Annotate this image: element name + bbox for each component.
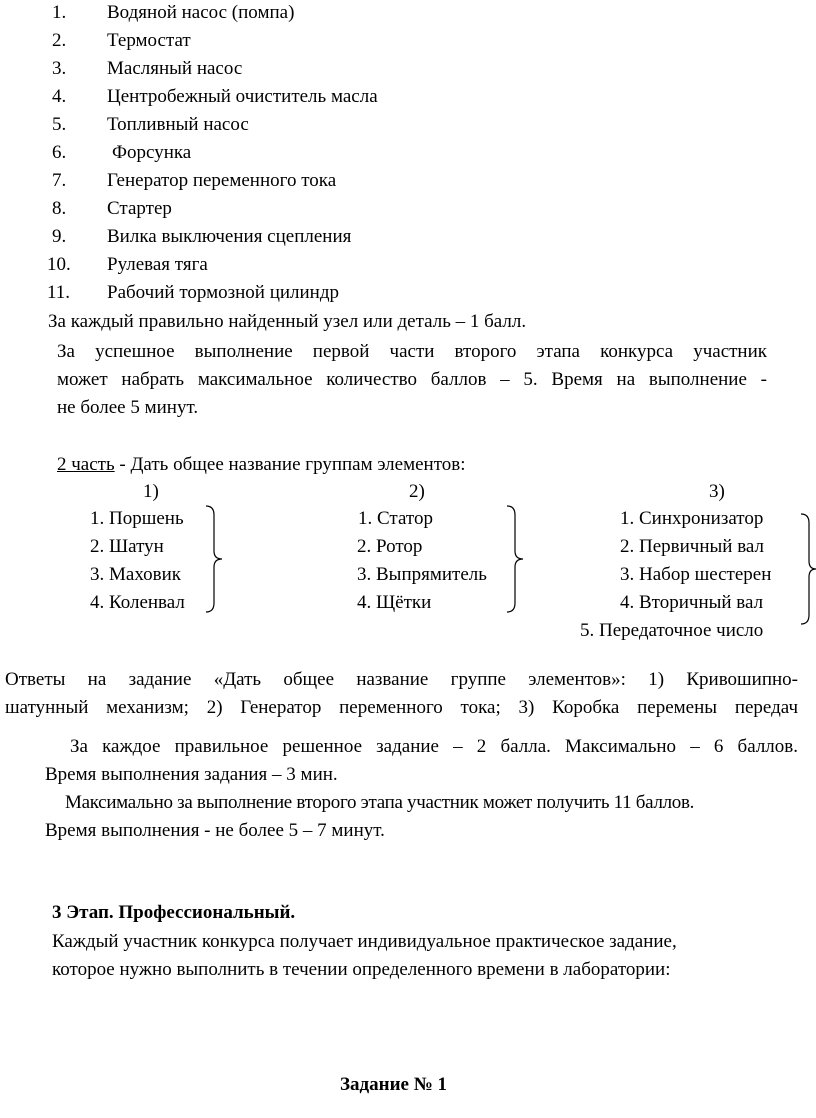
list-item: Рабочий тормозной цилиндр bbox=[107, 282, 340, 303]
part2-text: - Дать общее название группам элементов: bbox=[114, 454, 466, 475]
group-label: 3) bbox=[709, 481, 725, 502]
list-number: 8. bbox=[52, 198, 67, 219]
curly-brace-icon bbox=[799, 513, 816, 625]
scoring-line: Время выполнения - не более 5 – 7 минут. bbox=[45, 820, 385, 841]
group-item: 4. Вторичный вал bbox=[620, 592, 764, 613]
answers-line: Ответы на задание «Дать общее название группе элементов»: 1) Кривошипно- bbox=[5, 669, 798, 690]
group-label: 2) bbox=[409, 481, 425, 502]
paragraph-line: За успешное выполнение первой части второго этапа конкурса участник bbox=[57, 341, 767, 362]
group-item: 5. Передаточное число bbox=[580, 620, 764, 641]
list-item: Водяной насос (помпа) bbox=[107, 2, 295, 23]
list-item: Масляный насос bbox=[107, 58, 243, 79]
curly-brace-icon bbox=[204, 505, 224, 613]
group-item: 3. Выпрямитель bbox=[357, 564, 487, 585]
score-line: За каждый правильно найденный узел или деталь – 1 балл. bbox=[48, 311, 527, 332]
list-item: Стартер bbox=[107, 198, 172, 219]
list-number: 7. bbox=[52, 170, 67, 191]
list-number: 1. bbox=[52, 2, 67, 23]
list-number: 9. bbox=[52, 226, 67, 247]
part2-label: 2 часть bbox=[57, 454, 115, 475]
group-item: 2. Первичный вал bbox=[620, 536, 765, 557]
group-item: 2. Шатун bbox=[90, 536, 164, 557]
list-number: 6. bbox=[52, 142, 67, 163]
list-number: 3. bbox=[52, 58, 67, 79]
group-item: 4. Коленвал bbox=[90, 592, 185, 613]
list-item: Термостат bbox=[107, 30, 191, 51]
list-item: Центробежный очиститель масла bbox=[107, 86, 378, 107]
group-label: 1) bbox=[143, 481, 159, 502]
list-number: 11. bbox=[47, 282, 71, 303]
group-item: 1. Статор bbox=[358, 508, 433, 529]
task-title: Задание № 1 bbox=[340, 1074, 448, 1095]
list-item: Генератор переменного тока bbox=[107, 170, 337, 191]
part2-heading bbox=[57, 453, 466, 477]
list-number: 5. bbox=[52, 114, 67, 135]
group-item: 2. Ротор bbox=[357, 536, 423, 557]
list-item: Форсунка bbox=[112, 142, 192, 163]
group-item: 3. Маховик bbox=[90, 564, 181, 585]
scoring-line: Время выполнения задания – 3 мин. bbox=[45, 764, 338, 785]
group-item: 1. Поршень bbox=[90, 508, 184, 529]
group-item: 1. Синхронизатор bbox=[620, 508, 764, 529]
stage3-title: 3 Этап. Профессиональный. bbox=[52, 902, 296, 923]
scoring-line: За каждое правильное решенное задание – 2 балла. Максимально – 6 баллов. bbox=[70, 736, 798, 757]
paragraph-line: может набрать максимальное количество баллов – 5. Время на выполнение - bbox=[57, 369, 767, 390]
list-number: 2. bbox=[52, 30, 67, 51]
list-number: 10. bbox=[47, 254, 71, 275]
answers-line: шатунный механизм; 2) Генератор переменного тока; 3) Коробка перемены передач bbox=[5, 697, 798, 718]
curly-brace-icon bbox=[505, 505, 525, 613]
list-item: Вилка выключения сцепления bbox=[107, 226, 352, 247]
scoring-line: Максимально за выполнение второго этапа участник может получить 11 баллов. bbox=[65, 792, 695, 813]
stage3-line: которое нужно выполнить в течении определенного времени в лаборатории: bbox=[52, 959, 671, 980]
group-item: 3. Набор шестерен bbox=[620, 564, 772, 585]
list-item: Топливный насос bbox=[107, 114, 249, 135]
list-item: Рулевая тяга bbox=[107, 254, 208, 275]
paragraph-line: не более 5 минут. bbox=[57, 397, 199, 418]
list-number: 4. bbox=[52, 86, 67, 107]
stage3-line: Каждый участник конкурса получает индивидуальное практическое задание, bbox=[52, 931, 677, 952]
group-item: 4. Щётки bbox=[357, 592, 432, 613]
